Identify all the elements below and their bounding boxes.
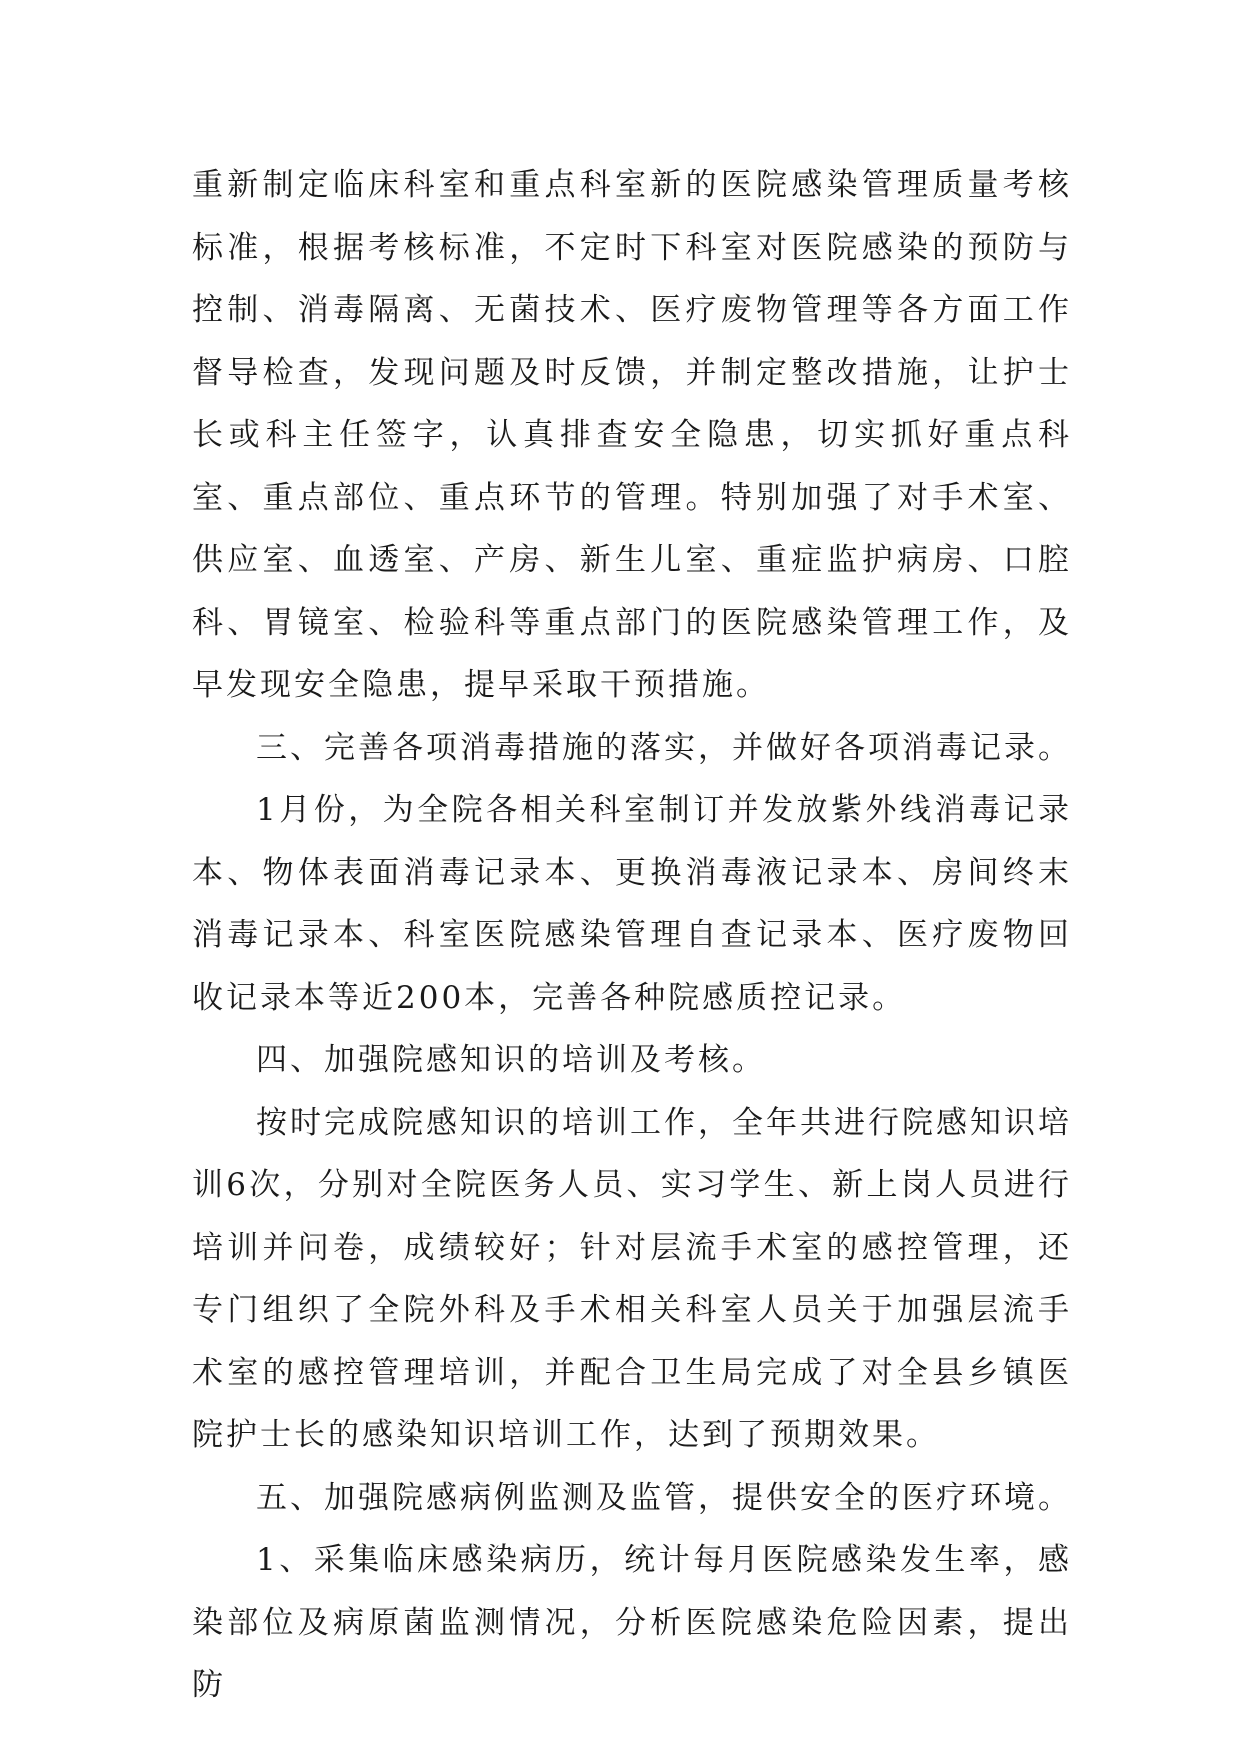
document-body <box>192 154 1072 1717</box>
heading-section-five: 五、加强院感病例监测及监管，提供安全的医疗环境。 <box>256 1479 1072 1516</box>
heading-section-four: 四、加强院感知识的培训及考核。 <box>256 1042 766 1078</box>
paragraph-disinfection-records: 1月份，为全院各相关科室制订并发放紫外线消毒记录本、物体表面消毒记录本、更换消毒液记录本、房间终末消毒记录本、科室医院感染管理自查记录本、医疗废物回收记录本等近200本，完善各种院感质控记录。 <box>192 792 1072 1016</box>
paragraph-training: 按时完成院感知识的培训工作，全年共进行院感知识培训6次，分别对全院医务人员、实习学生、新上岗人员进行培训并问卷，成绩较好；针对层流手术室的感控管理，还专门组织了全院外科及手术相关科室人员关于加强层流手术室的感控管理培训，并配合卫生局完成了对全县乡镇医院护士长的感染知识培训工作，达到了预期效果。 <box>192 1104 1072 1453</box>
paragraph-case-monitoring: 1、采集临床感染病历，统计每月医院感染发生率，感染部位及病原菌监测情况，分析医院感染危险因素，提出防 <box>192 1542 1072 1703</box>
heading-section-three: 三、完善各项消毒措施的落实，并做好各项消毒记录。 <box>256 729 1072 766</box>
paragraph-quality-assessment: 重新制定临床科室和重点科室新的医院感染管理质量考核标准，根据考核标准，不定时下科室对医院感染的预防与控制、消毒隔离、无菌技术、医疗废物管理等各方面工作督导检查，发现问题及时反馈，并制定整改措施，让护士长或科主任签字，认真排查安全隐患，切实抓好重点科室、重点部位、重点环节的管理。特别加强了对手术室、供应室、血透室、产房、新生儿室、重症监护病房、口腔科、胃镜室、检验科等重点部门的医院感染管理工作，及早发现安全隐患，提早采取干预措施。 <box>192 167 1072 703</box>
